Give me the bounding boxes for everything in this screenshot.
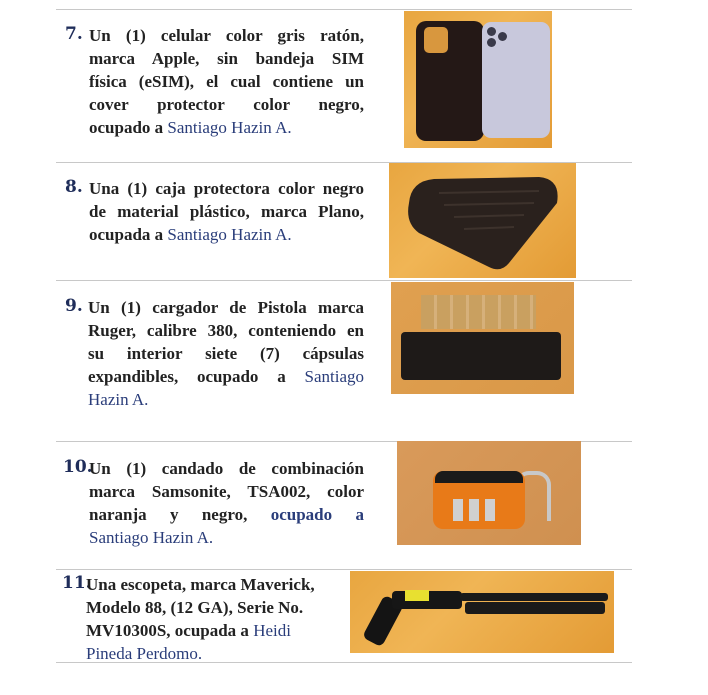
combination-dials <box>453 499 495 521</box>
camera-lens <box>498 32 507 41</box>
item-description: Una escopeta, marca Maverick, Modelo 88, (12 GA), Serie No. MV10300S, ocupada a Heidi Pineda Perdomo. <box>86 573 356 665</box>
shotgun-barrel <box>460 593 608 601</box>
owner-name: Santiago <box>304 367 364 386</box>
magazine-body <box>401 332 561 380</box>
item-description: Un (1) candado de combinación marca Samsonite, TSA002, color naranja y negro, ocupado a Santiago Hazin A. <box>89 459 364 547</box>
item-description: Un (1) celular color gris ratón, marca Apple, sin bandeja SIM física (eSIM), el cual contiene un cover protector color negro, ocupado a Santiago Hazin A. <box>89 26 364 137</box>
owner-name: Santiago Hazin A. <box>167 225 292 244</box>
phone-case-camera-cutout <box>424 27 448 53</box>
item-number: 8. <box>65 177 83 197</box>
separator <box>56 9 632 10</box>
owner-name: Santiago Hazin A. <box>167 118 292 137</box>
separator <box>56 280 632 281</box>
photo-iphone-and-black-case-icon <box>404 11 552 148</box>
item-number: 11. <box>62 573 92 593</box>
item-description: Una (1) caja protectora color negro de material plástico, marca Plano, ocupada a Santiago Hazin A. <box>89 179 364 244</box>
ammo-rounds <box>421 295 536 329</box>
item-number: 9. <box>65 296 83 316</box>
lock-top-band <box>435 471 523 483</box>
photo-black-pistol-case-icon <box>389 163 576 278</box>
item-description: Un (1) cargador de Pistola marca Ruger, calibre 380, conteniendo en su interior siete (7) cápsulas expandibles, ocupado a Santiago Hazin A. <box>88 298 364 409</box>
pistol-case-shape <box>389 163 576 278</box>
yellow-tag <box>405 590 429 601</box>
owner-name-continued: Hazin A. <box>88 390 149 409</box>
camera-lens <box>487 27 496 36</box>
item-number: 10. <box>63 457 93 477</box>
item-number: 7. <box>65 24 83 44</box>
owner-name: Santiago Hazin A. <box>89 528 214 547</box>
photo-magazine-with-seven-rounds-icon <box>391 282 574 394</box>
photo-pump-shotgun-icon <box>350 571 614 653</box>
owner-prefix: ocupado a <box>270 505 364 524</box>
separator <box>56 569 632 570</box>
owner-name-continued: Pineda Perdomo. <box>86 644 203 663</box>
shotgun-pump <box>465 602 605 614</box>
owner-name: Heidi <box>253 621 291 640</box>
camera-lens <box>487 38 496 47</box>
photo-orange-combination-lock-icon <box>397 441 581 545</box>
